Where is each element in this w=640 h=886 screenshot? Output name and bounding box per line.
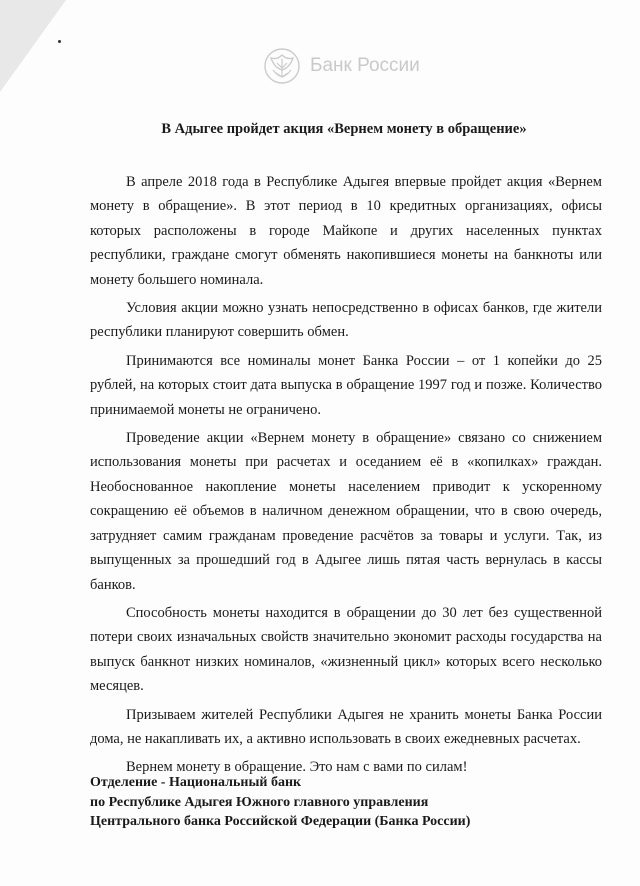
document-title: В Адыгее пройдет акция «Вернем монету в обращение» <box>161 121 527 137</box>
paragraph: Принимаются все номиналы монет Банка России – от 1 копейки до 25 рублей, на которых стоит дата выпуска в обращение 1997 год и позже. Количество принимаемой монеты не ограничено. <box>90 352 602 418</box>
signature-line: Отделение - Национальный банк <box>90 775 302 790</box>
letterhead-logo <box>262 44 462 88</box>
page-corner-fold <box>0 0 66 92</box>
paragraph: Вернем монету в обращение. Это нам с вами по силам! <box>126 759 468 776</box>
signature-block <box>90 773 470 832</box>
paragraph: Проведение акции «Вернем монету в обращение» связано со снижением использования монеты при расчетах и оседанием её в «копилках» граждан. Необоснованное накопление монеты населением приводит к ускоренному сокращению её объемов в наличном денежном обращении, что в свою очередь, затрудняет самим гражданам проведение расчётов за товары и услуги. Так, из выпущенных за прошедший год в Адыгее лишь пятая часть вернулась в кассы банков. <box>90 430 602 593</box>
paragraph: В апреле 2018 года в Республике Адыгея впервые пройдет акция «Вернем монету в обращение». В этот период в 10 кредитных организациях, офисы которых расположены в городе Майкопе и других населенных пунктах республики, граждане смогут обменять накопившиеся монеты на банкноты или монету большего номинала. <box>90 174 602 288</box>
paragraph: Призываем жителей Республики Адыгея не хранить монеты Банка России дома, не накапливать их, а активно использовать в своих ежедневных расчетах. <box>90 706 602 747</box>
signature-line: по Республике Адыгея Южного главного управления <box>90 794 429 810</box>
bank-of-russia-emblem-icon <box>262 46 302 86</box>
document-body <box>90 170 602 784</box>
scan-mark <box>58 40 61 43</box>
letterhead-bank-name: Банк России <box>310 55 420 76</box>
signature-line: Центрального банка Российской Федерации (Банка России) <box>90 814 471 829</box>
paragraph: Условия акции можно узнать непосредственно в офисах банков, где жители республики планируют совершить обмен. <box>90 300 602 341</box>
paragraph: Способность монеты находится в обращении до 30 лет без существенной потери своих изначальных свойств значительно экономит расходы государства на выпуск банкнот низких номиналов, «жизненный цикл» которых всего несколько месяцев. <box>90 604 602 695</box>
